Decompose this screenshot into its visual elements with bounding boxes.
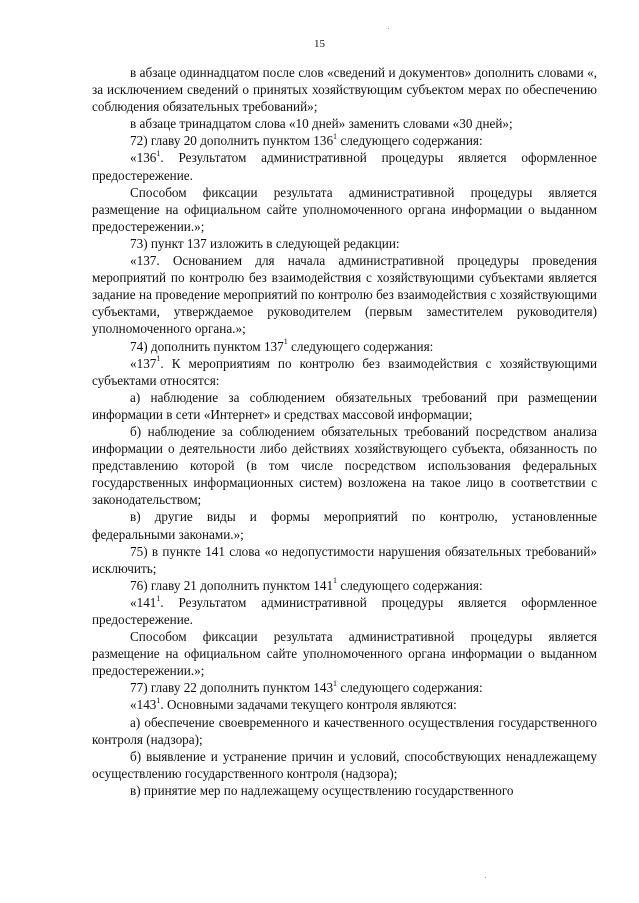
paragraph-text: следующего содержания: xyxy=(337,680,483,696)
paragraph: а) обеспечение своевременного и качественного осуществления государственного контроля (надзора); xyxy=(92,714,597,747)
paragraph xyxy=(92,679,597,696)
superscript-index: 1 xyxy=(156,696,161,706)
paragraph: в абзаце одиннадцатом после слов «сведений и документов» дополнить словами «, за исключением сведений о принятых хозяйствующим субъектом мерах по обеспечению соблюдения обязательных требований»; xyxy=(92,65,597,115)
paragraph: «137. Основанием для начала административной процедуры проведения мероприятий по контролю без взаимодействия с хозяйствующими субъектами является задание на проведение мероприятий по контролю без взаимодействия с хозяйствующими субъектами, утверждаемое руководителем (первым заместителем руководителя) уполномоченного органа.»; xyxy=(92,253,597,337)
paragraph-text: «137 xyxy=(130,355,157,371)
paragraph xyxy=(92,355,597,389)
superscript-index: 1 xyxy=(156,149,161,159)
scan-speck xyxy=(388,28,389,29)
paragraph-text: «143 xyxy=(130,697,157,713)
paragraph xyxy=(92,132,597,149)
paragraph: в) другие виды и формы мероприятий по контролю, установленные федеральными законами.»; xyxy=(92,509,597,542)
paragraph-text: 72) главу 20 дополнить пунктом 136 xyxy=(130,133,334,149)
paragraph-text: . К мероприятиям по контролю без взаимодействия с хозяйствующими субъектами относятся: xyxy=(92,355,597,388)
paragraph: в абзаце тринадцатом слова «10 дней» заменить словами «30 дней»; xyxy=(130,116,513,132)
paragraph-text: . Результатом административной процедуры является оформленное предостережение. xyxy=(92,150,597,183)
superscript-index: 1 xyxy=(156,354,161,364)
paragraph-text: следующего содержания: xyxy=(287,338,434,354)
paragraph-text: следующего содержания: xyxy=(337,577,483,593)
paragraph-text: . Основными задачами текущего контроля являются: xyxy=(160,697,457,713)
superscript-index: 1 xyxy=(333,678,338,688)
paragraph-text: «141 xyxy=(130,594,157,610)
paragraph xyxy=(92,577,597,594)
paragraph-text: «136 xyxy=(130,150,157,166)
paragraph-text: 77) главу 22 дополнить пунктом 143 xyxy=(130,680,334,696)
paragraph xyxy=(92,338,597,355)
paragraph xyxy=(92,594,597,628)
paragraph-text: 76) главу 21 дополнить пунктом 141 xyxy=(130,577,334,593)
scan-speck xyxy=(485,877,486,878)
paragraph xyxy=(92,696,597,713)
paragraph: б) наблюдение за соблюдением обязательных требований посредством анализа информации о деятельности либо действиях хозяйствующего субъекта, обязанность по представлению которой (в том числе посредством использования федеральных государственных информационных систем) возложена на такое лицо в соответствии с законодательством; xyxy=(92,423,597,508)
paragraph: 75) в пункте 141 слова «о недопустимости нарушения обязательных требований» исключить; xyxy=(92,543,597,576)
superscript-index: 1 xyxy=(156,593,161,603)
paragraph-text: следующего содержания: xyxy=(337,133,483,149)
paragraph: а) наблюдение за соблюдением обязательных требований при размещении информации в сети «Интернет» и средствах массовой информации; xyxy=(92,389,597,422)
superscript-index: 1 xyxy=(283,337,288,347)
paragraph: в) принятие мер по надлежащему осуществлению государственного xyxy=(130,782,514,798)
superscript-index: 1 xyxy=(333,131,338,141)
paragraph: Способом фиксации результата административной процедуры является размещение на официальном сайте уполномоченного органа информации о выданном предостережении.»; xyxy=(92,184,597,234)
page-number: 15 xyxy=(314,38,325,50)
paragraph-text: . Результатом административной процедуры является оформленное предостережение. xyxy=(92,594,597,627)
paragraph xyxy=(92,149,597,183)
paragraph: Способом фиксации результата административной процедуры является размещение на официальном сайте уполномоченного органа информации о выданном предостережении.»; xyxy=(92,629,597,679)
paragraph: 73) пункт 137 изложить в следующей редакции: xyxy=(130,235,400,251)
paragraph: б) выявление и устранение причин и условий, способствующих ненадлежащему осуществлению государственного контроля (надзора); xyxy=(92,748,597,781)
superscript-index: 1 xyxy=(333,576,338,586)
document-body xyxy=(92,64,597,799)
paragraph-text: 74) дополнить пунктом 137 xyxy=(130,338,284,354)
